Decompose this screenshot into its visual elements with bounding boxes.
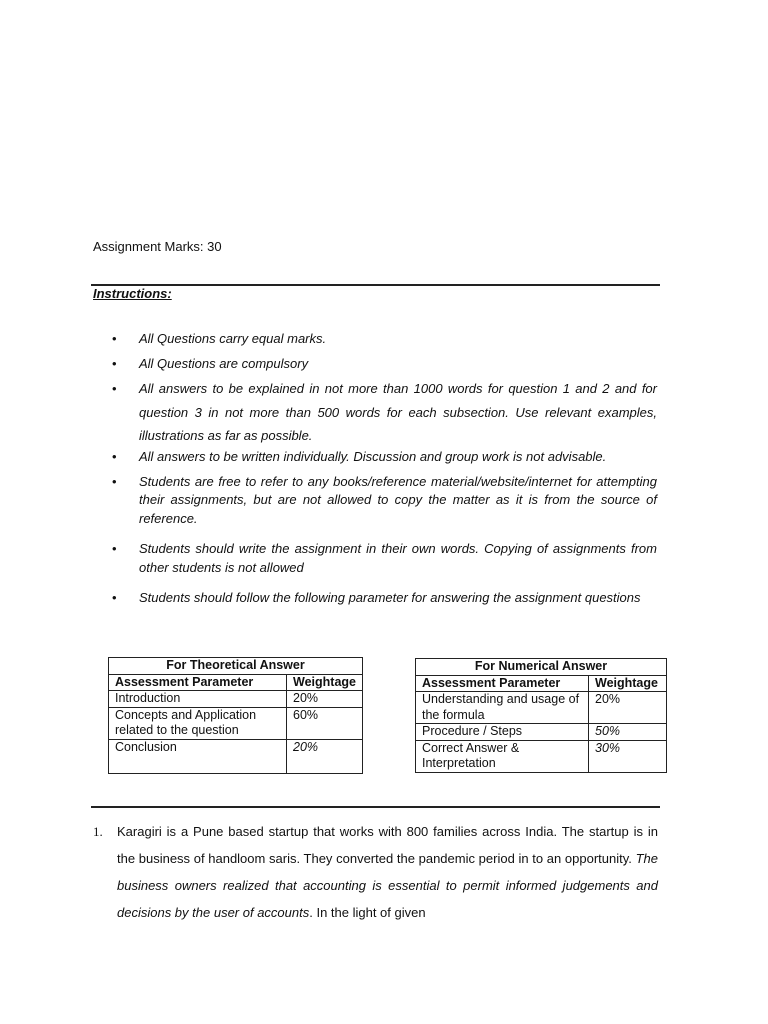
question-1 (93, 818, 658, 926)
bullet-icon: • (112, 448, 117, 464)
instruction-item: • Students are free to refer to any books/reference material/website/internet for attempting their assignments, but are not allowed to copy the matter as it is from the source of reference. (112, 473, 657, 526)
section-divider (91, 806, 660, 808)
instruction-item: • All Questions are compulsory (112, 356, 309, 371)
column-header: Assessment Parameter (109, 674, 287, 691)
bullet-icon: • (112, 356, 117, 371)
top-divider (91, 284, 660, 286)
table-row: Introduction 20% (109, 691, 363, 708)
instruction-item: • All answers to be explained in not more than 1000 words for question 1 and 2 and for question 3 in not more than 500 words for each subsection. Use relevant examples, illustrations as far as possible. (112, 377, 657, 448)
table-caption: For Theoretical Answer (109, 658, 363, 675)
theoretical-answer-table (108, 657, 363, 774)
instruction-item: • All Questions carry equal marks. (112, 331, 327, 346)
bullet-icon: • (112, 381, 117, 396)
bullet-icon: • (112, 473, 117, 489)
table-row: Understanding and usage of the formula 20% (416, 692, 667, 724)
column-header: Assessment Parameter (416, 675, 589, 692)
bullet-icon: • (112, 590, 117, 605)
question-text: Karagiri is a Pune based startup that works with 800 families across India. The startup is in the business of handloom saris. They converted the pandemic period in to an opportunity. The business owners realized that accounting is essential to permit informed judgements and decisions by the user of accounts. In the light of given (117, 824, 658, 920)
column-header: Weightage (287, 674, 363, 691)
instruction-item: • Students should follow the following parameter for answering the assignment questions (112, 590, 641, 605)
numerical-answer-table (415, 658, 667, 773)
instructions-list (112, 330, 657, 606)
instruction-item: • Students should write the assignment in their own words. Copying of assignments from other students is not allowed (112, 541, 657, 575)
table-row: Conclusion 20% (109, 739, 363, 773)
column-header: Weightage (589, 675, 667, 692)
table-row: Procedure / Steps 50% (416, 724, 667, 741)
bullet-icon: • (112, 541, 117, 556)
instructions-title: Instructions: (93, 286, 172, 301)
question-number: 1. (93, 824, 103, 839)
table-row: Correct Answer & Interpretation 30% (416, 740, 667, 772)
bullet-icon: • (112, 331, 117, 346)
instruction-item: • All answers to be written individually. Discussion and group work is not advisable. (112, 448, 607, 464)
table-row: Concepts and Application related to the question 60% (109, 707, 363, 739)
table-caption: For Numerical Answer (416, 659, 667, 676)
assignment-marks: Assignment Marks: 30 (93, 239, 222, 254)
